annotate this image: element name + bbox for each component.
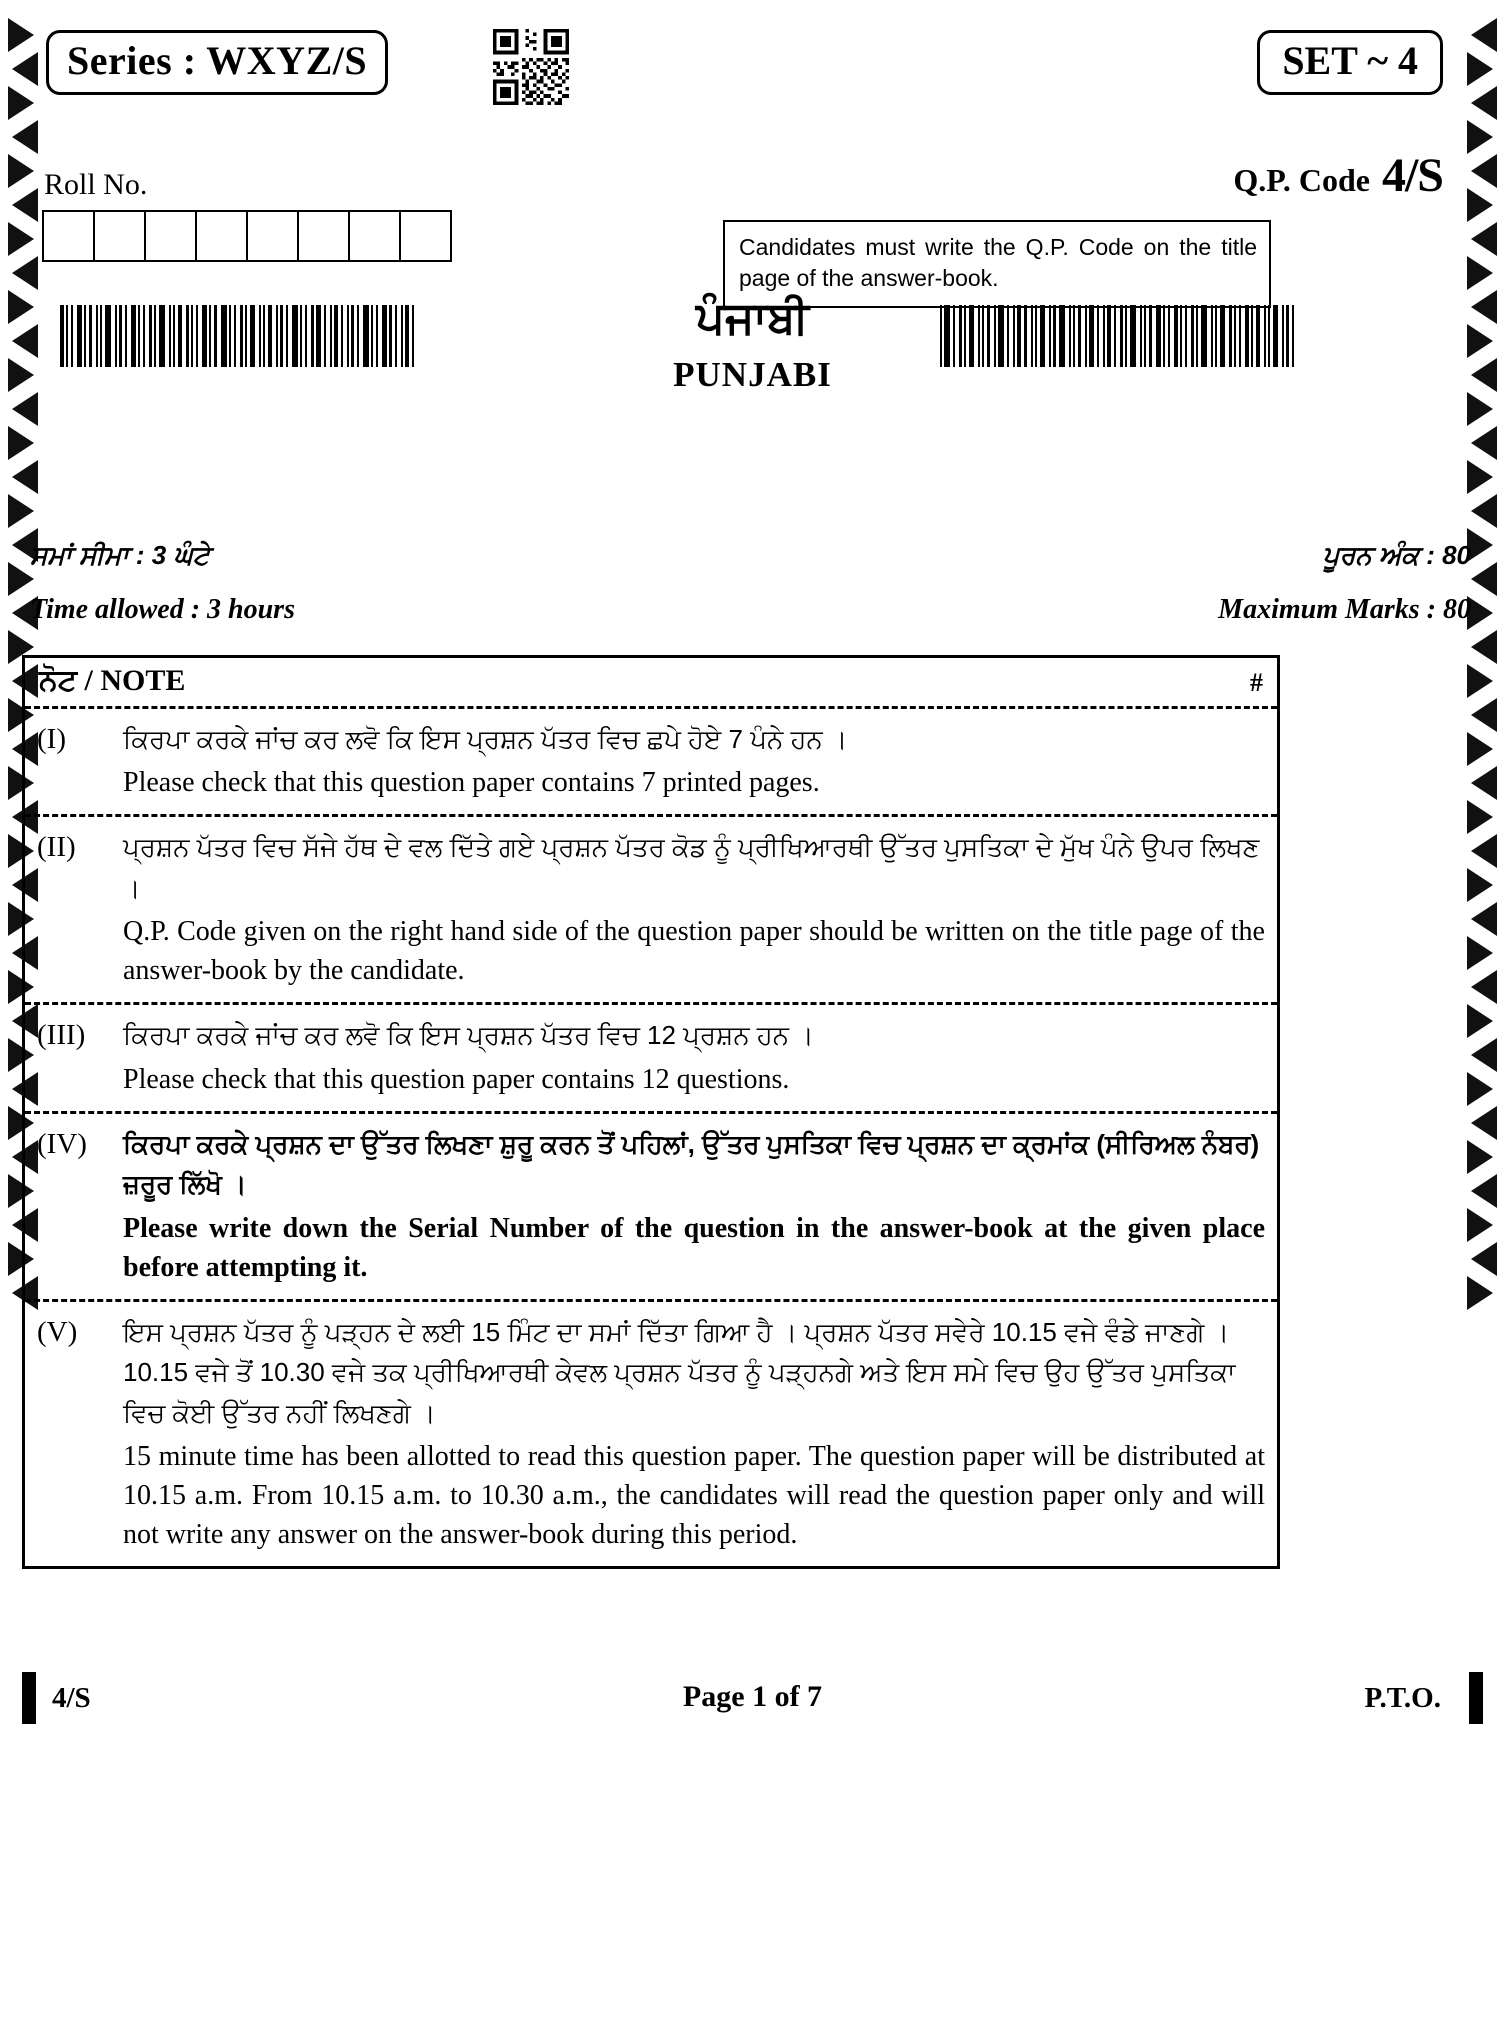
time-allowed-punjabi: ਸਮਾਂ ਸੀਮਾ : 3 ਘੰਟੇ	[30, 540, 210, 570]
note-item-body	[123, 1015, 1265, 1098]
roll-no-cell[interactable]	[44, 212, 95, 260]
edge-triangle	[1471, 630, 1497, 664]
qp-code	[1233, 148, 1443, 203]
note-item-punjabi: ਕਿਰਪਾ ਕਰਕੇ ਜਾਂਚ ਕਰ ਲਵੋ ਕਿ ਇਸ ਪ੍ਰਸ਼ਨ ਪੱਤਰ ਵਿਚ ਛਪੇ ਹੋਏ 7 ਪੰਨੇ ਹਨ ।	[123, 724, 848, 754]
roll-no-cell[interactable]	[299, 212, 350, 260]
edge-triangle	[1471, 86, 1497, 120]
page-footer	[22, 1672, 1483, 1724]
roll-no-cell[interactable]	[146, 212, 197, 260]
edge-triangle	[12, 392, 38, 426]
note-item	[25, 1005, 1277, 1113]
set-box: SET ~ 4	[1257, 30, 1443, 95]
edge-triangle	[1467, 868, 1493, 902]
footer-page-number: Page 1 of 7	[682, 1680, 823, 1713]
edge-triangle	[1471, 494, 1497, 528]
edge-triangle	[1467, 1208, 1493, 1242]
series-label: Series :	[67, 38, 197, 83]
edge-triangle	[8, 154, 34, 188]
edge-triangle	[1471, 154, 1497, 188]
note-item-body	[123, 1312, 1265, 1554]
qp-code-value: 4/S	[1381, 149, 1443, 202]
edge-triangle	[1471, 222, 1497, 256]
note-item	[25, 709, 1277, 817]
note-item	[25, 1302, 1277, 1566]
note-item-body	[123, 719, 1265, 802]
series-box	[46, 30, 388, 95]
decorative-edge-right	[1463, 18, 1497, 1298]
edge-triangle	[1471, 1242, 1497, 1276]
roll-no-cell[interactable]	[350, 212, 401, 260]
edge-triangle	[1467, 664, 1493, 698]
edge-triangle	[1471, 766, 1497, 800]
note-item-punjabi: ਇਸ ਪ੍ਰਸ਼ਨ ਪੱਤਰ ਨੂੰ ਪੜ੍ਹਨ ਦੇ ਲਈ 15 ਮਿੰਟ ਦਾ ਸਮਾਂ ਦਿੱਤਾ ਗਿਆ ਹੈ । ਪ੍ਰਸ਼ਨ ਪੱਤਰ ਸਵੇਰੇ 10.15 ਵਜੇ ਵੰਡੇ ਜਾਣਗੇ । 10.15 ਵਜੇ ਤੋਂ 10.30 ਵਜੇ ਤਕ ਪ੍ਰੀਖਿਆਰਥੀ ਕੇਵਲ ਪ੍ਰਸ਼ਨ ਪੱਤਰ ਨੂੰ ਪੜ੍ਹਨਗੇ ਅਤੇ ਇਸ ਸਮੇ ਵਿਚ ਉਹ ਉੱਤਰ ਪੁਸਤਿਕਾ ਵਿਚ ਕੋਈ ਉੱਤਰ ਨਹੀਂ ਲਿਖਣਗੇ ।	[123, 1316, 1236, 1428]
note-item-number: (I)	[37, 723, 66, 755]
edge-triangle	[1467, 800, 1493, 834]
edge-triangle	[1471, 698, 1497, 732]
note-item	[25, 817, 1277, 1005]
note-item-number: (II)	[37, 831, 76, 864]
footer-pto: P.T.O.	[1364, 1682, 1441, 1714]
subject-name-english: PUNJABI	[673, 355, 832, 394]
roll-no-cell[interactable]	[95, 212, 146, 260]
note-item-english: Please check that this question paper contains 12 questions.	[123, 1063, 790, 1095]
exam-meta	[30, 540, 1471, 626]
edge-triangle	[1467, 392, 1493, 426]
edge-triangle	[12, 188, 38, 222]
note-item-punjabi: ਪ੍ਰਸ਼ਨ ਪੱਤਰ ਵਿਚ ਸੱਜੇ ਹੱਥ ਦੇ ਵਲ ਦਿੱਤੇ ਗਏ ਪ੍ਰਸ਼ਨ ਪੱਤਰ ਕੋਡ ਨੂੰ ਪ੍ਰੀਖਿਆਰਥੀ ਉੱਤਰ ਪੁਸਤਿਕਾ ਦੇ ਮੁੱਖ ਪੰਨੇ ਉਪਰ ਲਿਖਣ ।	[123, 832, 1260, 903]
edge-triangle	[1471, 426, 1497, 460]
edge-triangle	[1467, 1072, 1493, 1106]
edge-triangle	[12, 256, 38, 290]
note-item-number: (IV)	[37, 1127, 87, 1160]
edge-triangle	[1471, 834, 1497, 868]
edge-triangle	[1467, 188, 1493, 222]
note-item	[25, 1114, 1277, 1302]
edge-triangle	[1467, 460, 1493, 494]
edge-triangle	[1467, 936, 1493, 970]
edge-triangle	[12, 120, 38, 154]
edge-triangle	[1471, 1038, 1497, 1072]
edge-triangle	[1471, 1106, 1497, 1140]
note-title: ਨੋਟ / NOTE	[39, 664, 186, 697]
edge-triangle	[1467, 1276, 1493, 1310]
edge-triangle	[1467, 52, 1493, 86]
candidate-instruction-box: Candidates must write the Q.P. Code on the title page of the answer-book.	[723, 220, 1271, 308]
roll-no-cell[interactable]	[197, 212, 248, 260]
note-item-body	[123, 827, 1265, 990]
maximum-marks-english: Maximum Marks : 80	[1218, 594, 1471, 625]
edge-triangle	[1471, 18, 1497, 52]
edge-triangle	[8, 222, 34, 256]
edge-triangle	[8, 18, 34, 52]
note-table-header	[25, 658, 1277, 709]
edge-triangle	[1467, 1140, 1493, 1174]
edge-triangle	[1471, 562, 1497, 596]
note-table	[22, 655, 1280, 1569]
edge-triangle	[1467, 1004, 1493, 1038]
qp-code-label: Q.P. Code	[1233, 162, 1370, 198]
note-item-punjabi: ਕਿਰਪਾ ਕਰਕੇ ਪ੍ਰਸ਼ਨ ਦਾ ਉੱਤਰ ਲਿਖਣਾ ਸ਼ੁਰੂ ਕਰਨ ਤੋਂ ਪਹਿਲਾਂ, ਉੱਤਰ ਪੁਸਤਿਕਾ ਵਿਚ ਪ੍ਰਸ਼ਨ ਦਾ ਕ੍ਰਮਾਂਕ (ਸੀਰਿਅਲ ਨੰਬਰ) ਜ਼ਰੂਰ ਲਿੱਖੋ ।	[123, 1128, 1260, 1200]
footer-qp-code: 4/S	[52, 1682, 91, 1714]
edge-triangle	[8, 86, 34, 120]
edge-triangle	[1467, 256, 1493, 290]
edge-triangle	[1471, 1174, 1497, 1208]
hash-marker: #	[1250, 668, 1263, 697]
qr-code-icon	[493, 28, 569, 106]
roll-no-grid[interactable]	[42, 210, 452, 262]
note-item-english: Please check that this question paper contains 7 printed pages.	[123, 767, 820, 799]
series-value: WXYZ/S	[206, 38, 368, 83]
footer-bar-right	[1469, 1672, 1483, 1724]
edge-triangle	[1467, 732, 1493, 766]
note-item-english: Please write down the Serial Number of the question in the answer-book at the given place before attempting it.	[123, 1212, 1265, 1283]
subject-name-punjabi: ਪੰਜਾਬੀ	[696, 292, 809, 343]
maximum-marks-punjabi: ਪੂਰਨ ਅੰਕ : 80	[1322, 540, 1471, 570]
note-item-number: (V)	[37, 1315, 78, 1348]
roll-no-cell[interactable]	[248, 212, 299, 260]
roll-no-label: Roll No.	[44, 168, 148, 201]
time-allowed-english: Time allowed : 3 hours	[30, 594, 295, 625]
edge-triangle	[8, 494, 34, 528]
edge-triangle	[1471, 902, 1497, 936]
note-item-body	[123, 1124, 1265, 1287]
note-item-number: (III)	[37, 1019, 86, 1052]
edge-triangle	[12, 460, 38, 494]
edge-triangle	[1467, 120, 1493, 154]
edge-triangle	[12, 52, 38, 86]
edge-triangle	[8, 426, 34, 460]
edge-triangle	[1471, 970, 1497, 1004]
roll-no-cell[interactable]	[401, 212, 452, 260]
note-item-english: 15 minute time has been allotted to read this question paper. The question paper will be distributed at 10.15 a.m. From 10.15 a.m. to 10.30 a.m., the candidates will read the question paper only and will not write any answer on the answer-book during this period.	[123, 1440, 1265, 1551]
note-item-punjabi: ਕਿਰਪਾ ਕਰਕੇ ਜਾਂਚ ਕਰ ਲਵੋ ਕਿ ਇਸ ਪ੍ਰਸ਼ਨ ਪੱਤਰ ਵਿਚ 12 ਪ੍ਰਸ਼ਨ ਹਨ ।	[123, 1020, 814, 1051]
note-item-english: Q.P. Code given on the right hand side of the question paper should be written on the title page of the answer-book by the candidate.	[123, 916, 1265, 987]
